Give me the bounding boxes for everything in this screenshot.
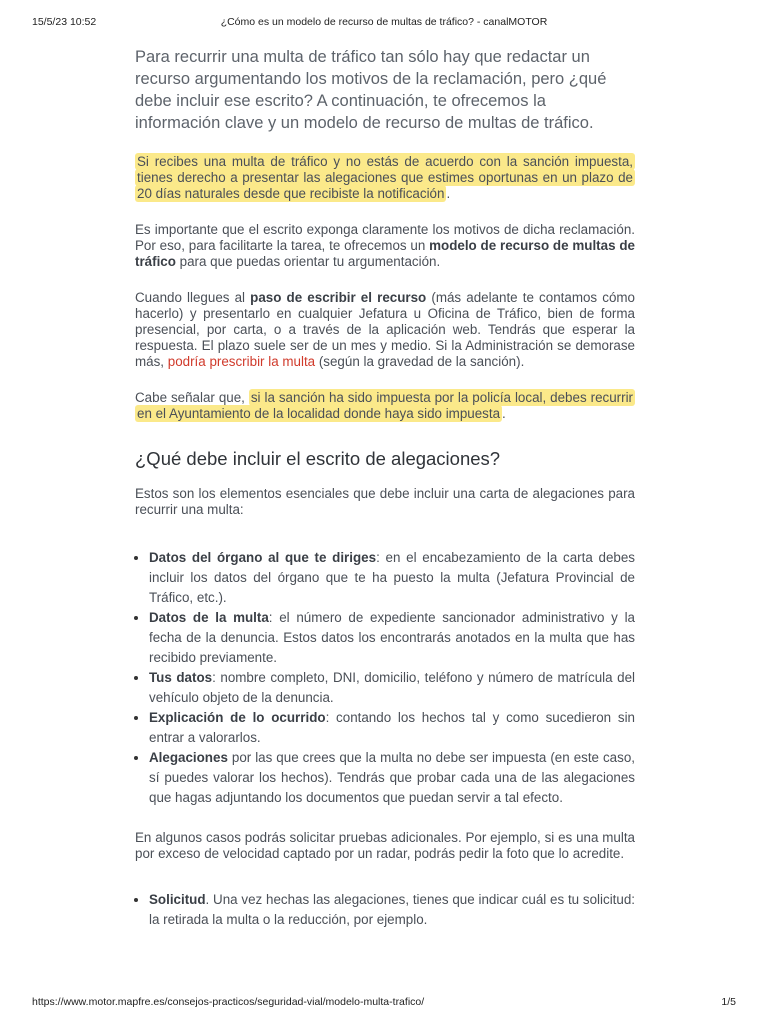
list-item: • Explicación de lo ocurrido: contando los hechos tal y como sucedieron sin entrar a valorarlos. [149,708,635,748]
print-url: https://www.motor.mapfre.es/consejos-practicos/seguridad-vial/modelo-multa-trafico/ [32,996,425,1008]
paragraph-deadline: Si recibes una multa de tráfico y no estás de acuerdo con la sanción impuesta, tienes derecho a presentar las alegaciones que estimes oportunas en un plazo de 20 días naturales desde que recibiste la notificación . [137,154,633,201]
paragraph-elements-intro: Estos son los elementos esenciales que debe incluir una carta de alegaciones para recurrir una multa: [135,486,635,517]
list-item: • Tus datos: nombre completo, DNI, domicilio, teléfono y número de matrícula del vehículo objeto de la denuncia. [149,668,635,708]
list-item: • Datos del órgano al que te diriges: en el encabezamiento de la carta debes incluir los datos del órgano que te ha puesto la multa (Jefatura Provincial de Tráfico, etc.). [149,548,635,608]
print-page-title: ¿Cómo es un modelo de recurso de multas de tráfico? - canalMOTOR [220,16,548,28]
link-prescribir-multa[interactable]: podría prescribir la multa [167,354,316,369]
elements-list [135,548,635,808]
list-item: • Datos de la multa: el número de expediente sancionador administrativo y la fecha de la denuncia. Estos datos los encontrarás anotados en la multa que has recibido previamente. [149,608,635,668]
print-header [32,16,736,30]
request-list [135,890,635,930]
page-number: 1/5 [721,996,736,1008]
print-datetime: 15/5/23 10:52 [32,16,97,28]
print-footer [32,996,736,1010]
article-lead: Para recurrir una multa de tráfico tan sólo hay que redactar un recurso argumentando los motivos de la reclamación, pero ¿qué debe incluir ese escrito? A continuación, te ofrecemos la información clave y un modelo de recurso de multas de tráfico. [135,48,607,132]
list-item: • Alegaciones por las que crees que la multa no debe ser impuesta (en este caso, sí puedes valorar los hechos). Tendrás que probar cada una de las alegaciones que hagas adjuntando los documentos que puedan servir a tal efecto. [149,748,635,808]
paragraph-model: Es importante que el escrito exponga claramente los motivos de dicha reclamación. Por eso, para facilitarte la tarea, te ofrecemos un modelo de recurso de multas de tráfico para que puedas orientar tu argumentación. [135,222,635,269]
highlight-deadline: Si recibes una multa de tráfico y no estás de acuerdo con la sanción impuesta, tienes derecho a presentar las alegaciones que estimes oportunas en un plazo de 20 días naturales desde que recibiste la notificación [137,154,633,201]
highlight-local-police: si la sanción ha sido impuesta por la policía local, debes recurrir en el Ayuntamiento de la localidad donde haya sido impuesta [137,390,634,421]
list-item: • Solicitud. Una vez hechas las alegaciones, tienes que indicar cuál es tu solicitud: la retirada la multa o la reducción, por ejemplo. [149,890,635,930]
article-body [135,46,635,952]
bold-model-text: modelo de recurso de multas de tráfico [135,238,635,269]
paragraph-additional-evidence: En algunos casos podrás solicitar pruebas adicionales. Por ejemplo, si es una multa por exceso de velocidad captado por un radar, podrás pedir la foto que lo acredite. [135,830,635,861]
paragraph-process: Cuando llegues al paso de escribir el recurso (más adelante te contamos cómo hacerlo) y presentarlo en cualquier Jefatura u Oficina de Tráfico, bien de forma presencial, por carta, o a través de la aplicación web. Tendrás que esperar la respuesta. El plazo suele ser de un mes y medio. Si la Administración se demorase más, podría prescribir la multa (según la gravedad de la sanción). [135,290,635,369]
paragraph-local-police: Cabe señalar que, si la sanción ha sido impuesta por la policía local, debes recurrir en el Ayuntamiento de la localidad donde haya sido impuesta . [135,390,634,421]
section-heading: ¿Qué debe incluir el escrito de alegaciones? [135,448,501,469]
